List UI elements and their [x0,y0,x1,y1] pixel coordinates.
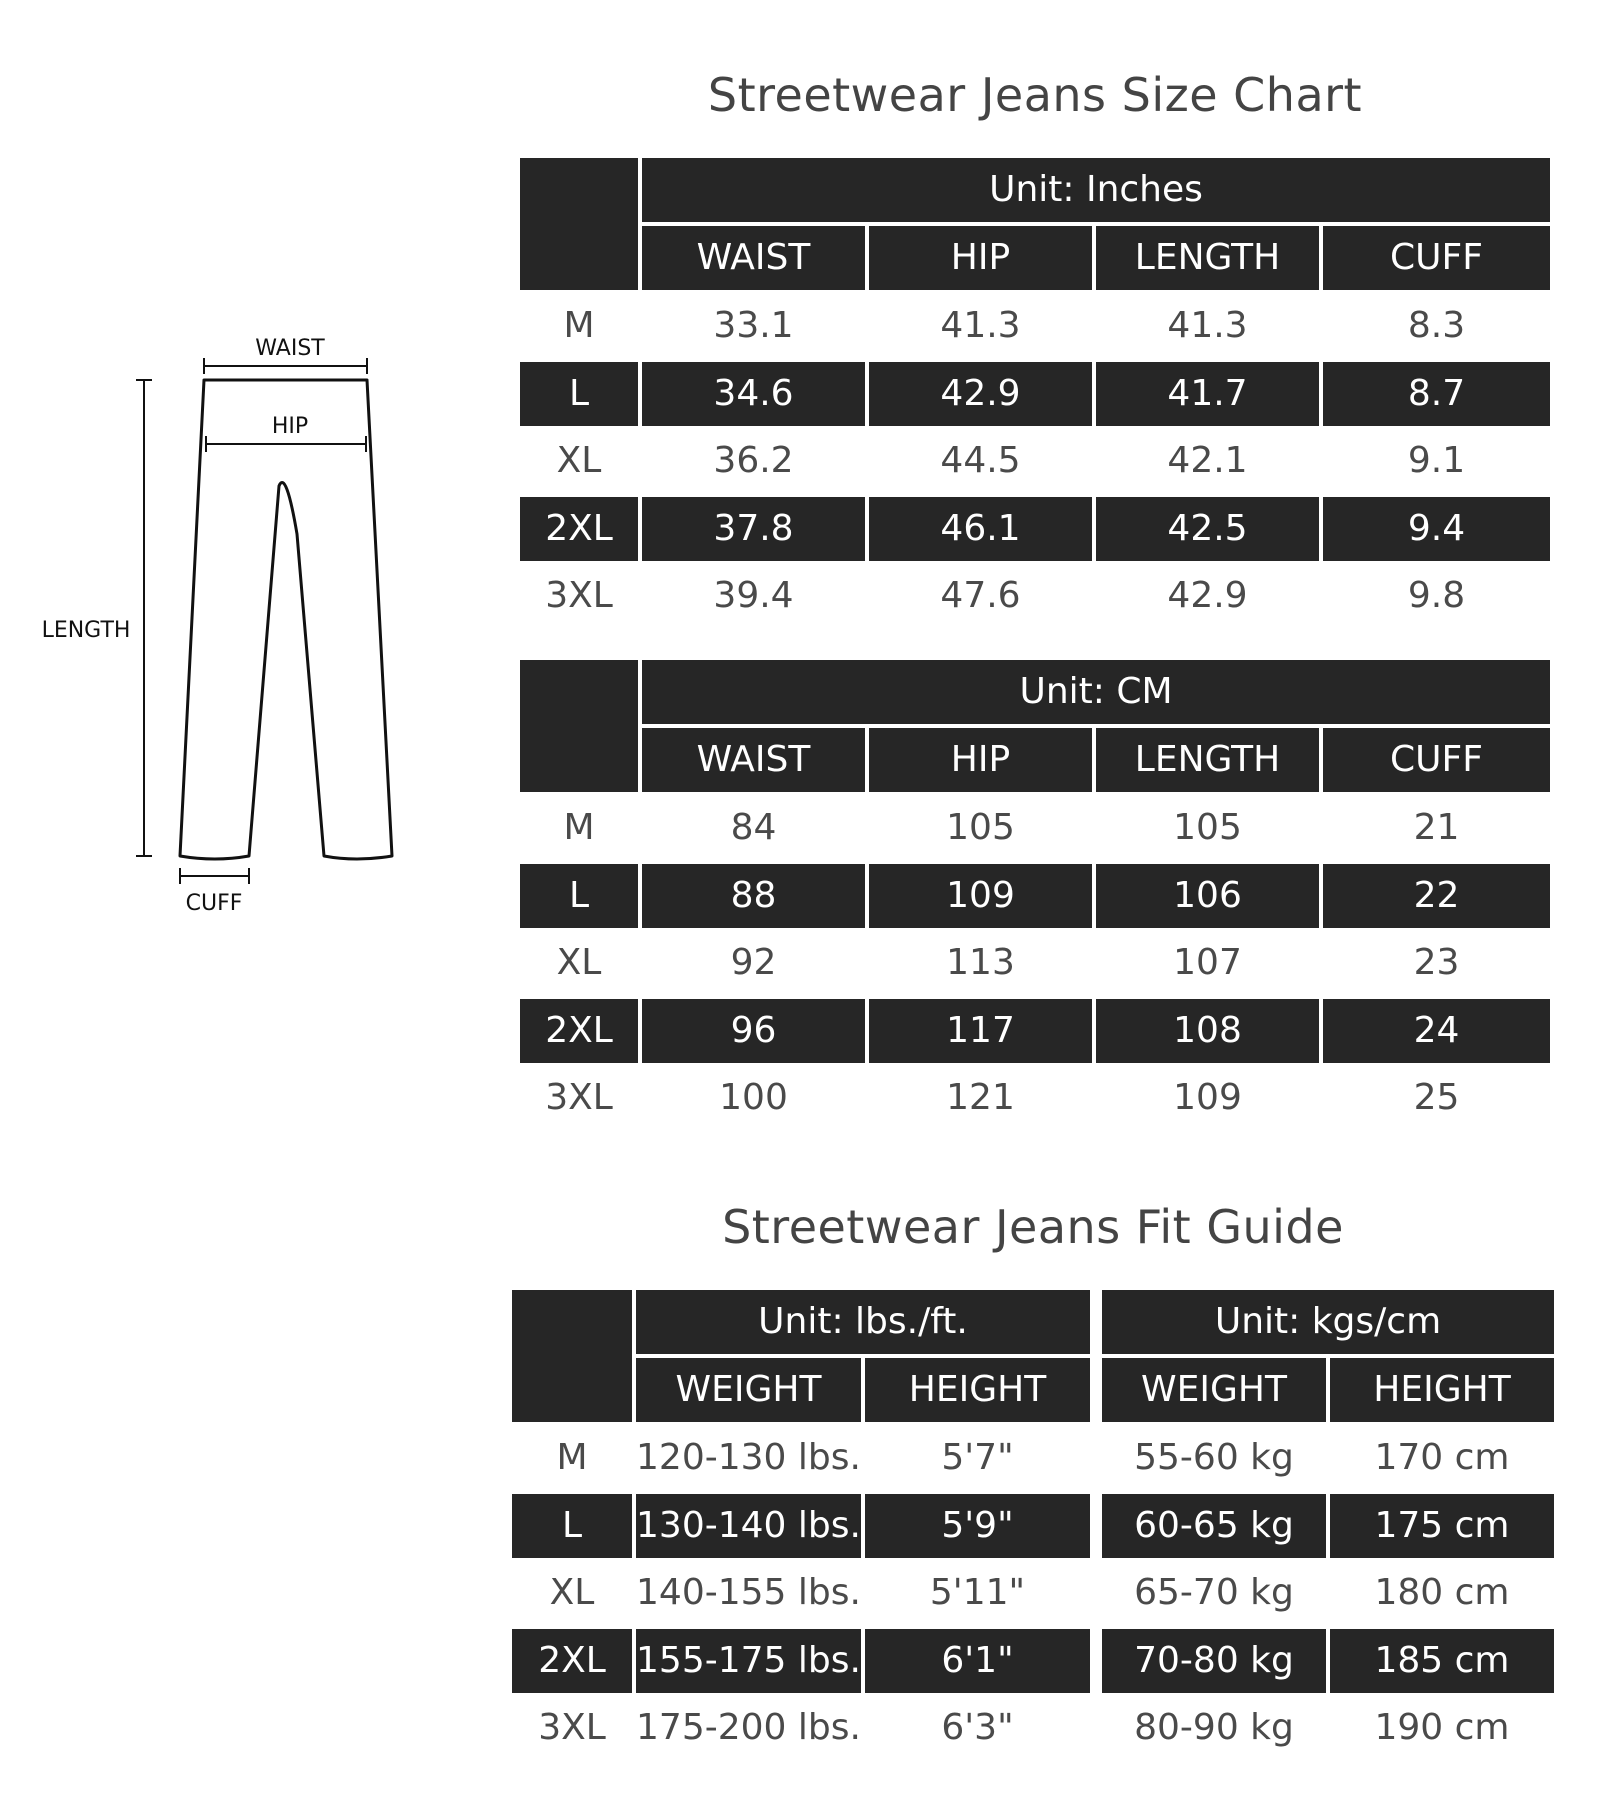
value-cell: 140-155 lbs. [636,1572,861,1613]
col-header-waist: WAIST [642,226,865,290]
value-cell: 23 [1413,942,1460,983]
col-header-height-imperial: HEIGHT [865,1358,1090,1422]
size-table-inches [520,158,1550,624]
value-cell: 170 cm [1374,1437,1510,1478]
value-cell: 180 cm [1374,1572,1510,1613]
table-row [520,294,1550,358]
value-cell: 9.1 [1407,440,1466,481]
value-cell: 46.1 [869,497,1092,561]
value-cell: 42.5 [1096,497,1319,561]
value-cell: 190 cm [1374,1707,1510,1748]
value-cell: 5'11" [929,1572,1026,1613]
value-cell: 9.8 [1407,575,1466,616]
table-row [512,1494,1554,1558]
size-cell: L [520,864,638,928]
col-header-length: LENGTH [1096,728,1319,792]
value-cell: 25 [1413,1077,1460,1118]
size-chart-title: Streetwear Jeans Size Chart [707,68,1363,122]
col-header-waist: WAIST [642,728,865,792]
value-cell: 37.8 [642,497,865,561]
value-cell: 44.5 [940,440,1021,481]
value-cell: 121 [946,1077,1015,1118]
col-header-height-metric: HEIGHT [1330,1358,1554,1422]
value-cell: 88 [642,864,865,928]
value-cell: 21 [1413,807,1460,848]
value-cell: 120-130 lbs. [636,1437,861,1478]
table-row [512,1696,1554,1760]
value-cell: 109 [869,864,1092,928]
value-cell: 100 [719,1077,788,1118]
fit-guide-title: Streetwear Jeans Fit Guide [722,1200,1344,1254]
value-cell: 155-175 lbs. [636,1629,861,1693]
unit-header-metric: Unit: kgs/cm [1102,1290,1554,1354]
size-cell: 2XL [520,999,638,1063]
size-cell: 3XL [545,1077,613,1118]
value-cell: 34.6 [642,362,865,426]
size-cell: 2XL [512,1629,632,1693]
value-cell: 42.9 [869,362,1092,426]
value-cell: 9.4 [1323,497,1550,561]
table-row [520,864,1550,928]
value-cell: 65-70 kg [1134,1572,1294,1613]
value-cell: 109 [1173,1077,1242,1118]
size-cell: M [563,807,595,848]
table-row [520,999,1550,1063]
value-cell: 105 [1173,807,1242,848]
table-row [520,1066,1550,1130]
table-row [512,1426,1554,1490]
size-cell: 3XL [545,575,613,616]
pants-measurement-diagram [0,0,480,1000]
col-header-weight-metric: WEIGHT [1102,1358,1326,1422]
value-cell: 41.3 [940,305,1021,346]
table-row [520,429,1550,493]
value-cell: 33.1 [713,305,794,346]
value-cell: 6'1" [865,1629,1090,1693]
col-header-hip: HIP [869,226,1092,290]
value-cell: 41.3 [1167,305,1248,346]
col-header-length: LENGTH [1096,226,1319,290]
table-row [520,931,1550,995]
value-cell: 42.1 [1167,440,1248,481]
value-cell: 175 cm [1330,1494,1554,1558]
value-cell: 39.4 [713,575,794,616]
size-cell: XL [549,1572,595,1613]
value-cell: 36.2 [713,440,794,481]
value-cell: 8.3 [1407,305,1466,346]
corner-cell [520,660,638,792]
value-cell: 92 [730,942,777,983]
table-row [520,497,1550,561]
value-cell: 175-200 lbs. [636,1707,861,1748]
value-cell: 55-60 kg [1134,1437,1294,1478]
value-cell: 108 [1096,999,1319,1063]
value-cell: 5'9" [865,1494,1090,1558]
corner-cell [520,158,638,290]
value-cell: 42.9 [1167,575,1248,616]
size-cell: 3XL [538,1707,606,1748]
size-cell: M [563,305,595,346]
corner-cell [512,1290,632,1422]
col-header-weight-imperial: WEIGHT [636,1358,861,1422]
pants-outline [180,380,392,859]
value-cell: 60-65 kg [1102,1494,1326,1558]
waist-label: WAIST [255,336,325,361]
value-cell: 6'3" [941,1707,1014,1748]
size-cell: 2XL [520,497,638,561]
value-cell: 105 [946,807,1015,848]
value-cell: 106 [1096,864,1319,928]
table-row [520,362,1550,426]
length-label: LENGTH [41,618,131,643]
size-table-cm [520,660,1550,1126]
unit-header-imperial: Unit: lbs./ft. [636,1290,1090,1354]
value-cell: 84 [730,807,777,848]
value-cell: 107 [1173,942,1242,983]
size-cell: M [556,1437,588,1478]
value-cell: 113 [946,942,1015,983]
hip-label: HIP [271,414,309,439]
col-header-hip: HIP [869,728,1092,792]
fit-guide-table [512,1290,1554,1756]
size-cell: L [512,1494,632,1558]
value-cell: 185 cm [1330,1629,1554,1693]
col-header-cuff: CUFF [1323,728,1550,792]
value-cell: 24 [1323,999,1550,1063]
table-row [512,1629,1554,1693]
value-cell: 47.6 [940,575,1021,616]
unit-header-inches: Unit: Inches [642,158,1550,222]
value-cell: 22 [1323,864,1550,928]
value-cell: 5'7" [941,1437,1014,1478]
size-cell: L [520,362,638,426]
value-cell: 117 [869,999,1092,1063]
table-row [512,1561,1554,1625]
value-cell: 70-80 kg [1102,1629,1326,1693]
size-cell: XL [556,942,602,983]
table-row [520,796,1550,860]
value-cell: 96 [642,999,865,1063]
value-cell: 41.7 [1096,362,1319,426]
value-cell: 80-90 kg [1134,1707,1294,1748]
col-header-cuff: CUFF [1323,226,1550,290]
value-cell: 130-140 lbs. [636,1494,861,1558]
value-cell: 8.7 [1323,362,1550,426]
cuff-label: CUFF [185,891,243,916]
table-row [520,564,1550,628]
size-cell: XL [556,440,602,481]
unit-header-cm: Unit: CM [642,660,1550,724]
